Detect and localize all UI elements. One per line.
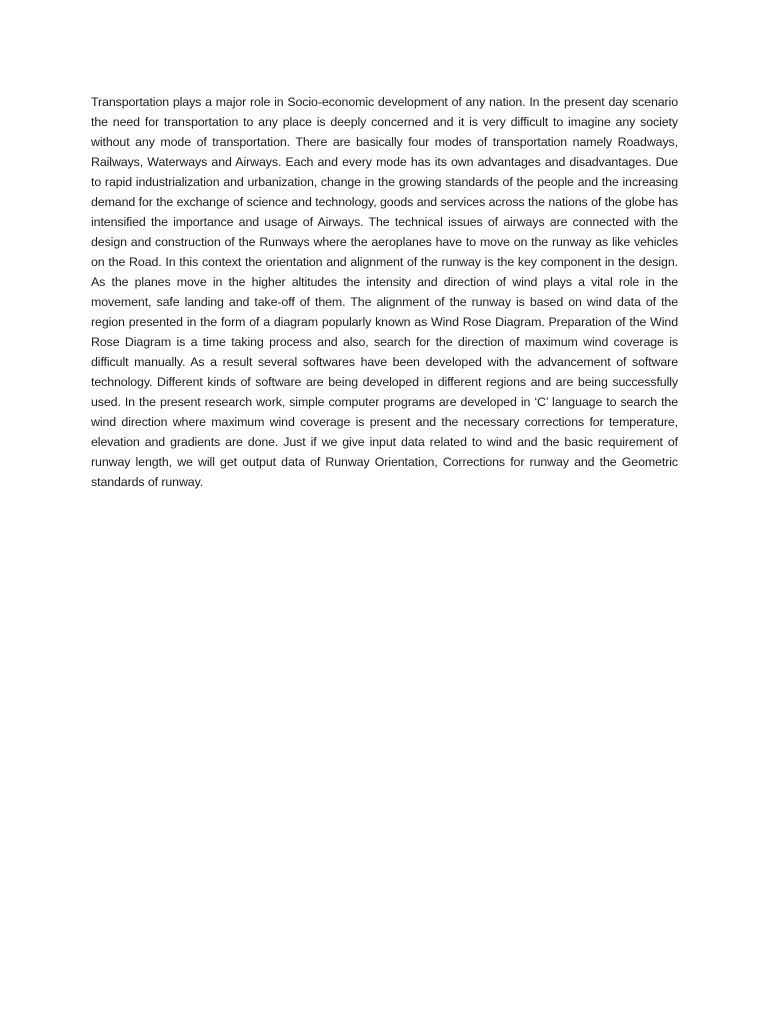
body-paragraph: Transportation plays a major role in Socio-economic development of any nation. In the present day scenario the need for transportation to any place is deeply concerned and it is very difficult to imagine any society without any mode of transportation. There are basically four modes of transportation namely Roadways, Railways, Waterways and Airways. Each and every mode has its own advantages and disadvantages. Due to rapid industrialization and urbanization, change in the growing standards of the people and the increasing demand for the exchange of science and technology, goods and services across the nations of the globe has intensified the importance and usage of Airways. The technical issues of airways are connected with the design and construction of the Runways where the aeroplanes have to move on the runway as like vehicles on the Road. In this context the orientation and alignment of the runway is the key component in the design. As the planes move in the higher altitudes the intensity and direction of wind plays a vital role in the movement, safe landing and take-off of them. The alignment of the runway is based on wind data of the region presented in the form of a diagram popularly known as Wind Rose Diagram. Preparation of the Wind Rose Diagram is a time taking process and also, search for the direction of maximum wind coverage is difficult manually. As a result several softwares have been developed with the advancement of software technology. Different kinds of software are being developed in different regions and are being successfully used. In the present research work, simple computer programs are developed in ‘C’ language to search the wind direction where maximum wind coverage is present and the necessary corrections for temperature, elevation and gradients are done. Just if we give input data related to wind and the basic requirement of runway length, we will get output data of Runway Orientation, Corrections for runway and the Geometric standards of runway. bbox=[91, 95, 678, 489]
